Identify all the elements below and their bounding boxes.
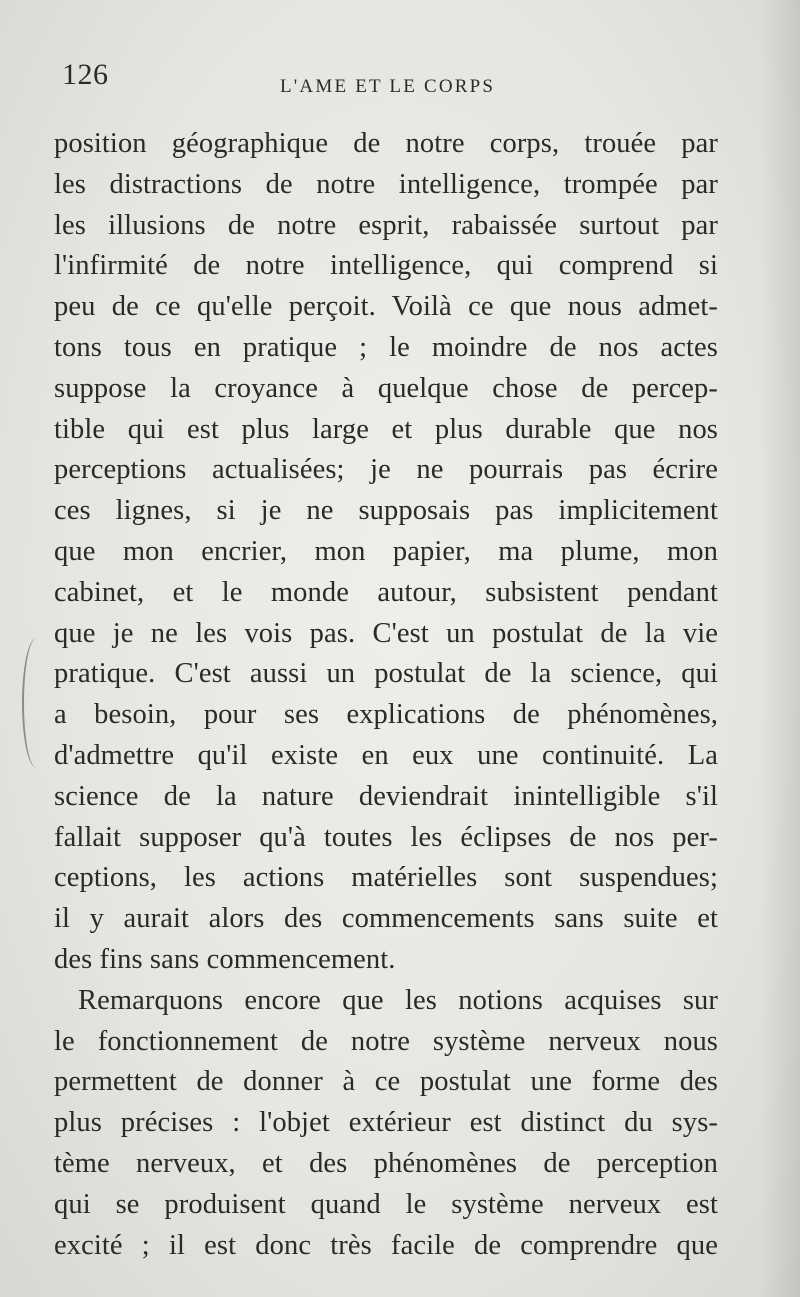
text-line: tème nerveux, et des phénomènes de perception — [54, 1147, 718, 1179]
text-line: plus précises : l'objet extérieur est distinct du sys- — [54, 1107, 718, 1139]
text-line: le fonctionnement de notre système nerveux nous — [54, 1025, 718, 1057]
text-line: ces lignes, si je ne supposais pas implicitement — [54, 495, 718, 527]
text-line: position géographique de notre corps, trouée par — [54, 128, 718, 159]
text-line: a besoin, pour ses explications de phénomènes, — [54, 699, 718, 731]
text-line: cabinet, et le monde autour, subsistent pendant — [54, 576, 718, 608]
text-line: tible qui est plus large et plus durable que nos — [54, 413, 718, 445]
text-line: fallait supposer qu'à toutes les éclipses de nos per- — [54, 821, 718, 853]
text-line: l'infirmité de notre intelligence, qui comprend si — [54, 250, 718, 282]
text-line: pratique. C'est aussi un postulat de la science, qui — [54, 658, 718, 690]
text-line: peu de ce qu'elle perçoit. Voilà ce que nous admet- — [54, 291, 718, 323]
text-line: que je ne les vois pas. C'est un postulat de la vie — [54, 617, 718, 649]
text-line: Remarquons encore que les notions acquises sur — [78, 984, 718, 1016]
paragraph-2 — [54, 981, 718, 1267]
text-line: perceptions actualisées; je ne pourrais pas écrire — [54, 454, 718, 486]
text-line: les distractions de notre intelligence, trompée par — [54, 168, 718, 200]
body-text — [54, 124, 718, 1266]
text-line: science de la nature deviendrait inintelligible s'il — [54, 780, 718, 812]
text-line: tons tous en pratique ; le moindre de nos actes — [54, 331, 718, 363]
page-header — [62, 58, 722, 102]
page-number: 126 — [62, 58, 109, 91]
text-line: il y aurait alors des commencements sans suite et — [54, 903, 718, 935]
running-head: L'AME ET LE CORPS — [280, 76, 496, 97]
text-line: ceptions, les actions matérielles sont suspendues; — [54, 862, 718, 894]
text-line: qui se produisent quand le système nerveux est — [54, 1188, 718, 1220]
text-line: suppose la croyance à quelque chose de percep- — [54, 372, 718, 404]
text-line: excité ; il est donc très facile de comprendre que — [54, 1229, 718, 1261]
text-line: les illusions de notre esprit, rabaissée surtout par — [54, 209, 718, 241]
text-line: des fins sans commencement. — [54, 943, 396, 975]
text-line: permettent de donner à ce postulat une forme des — [54, 1066, 718, 1098]
text-line: que mon encrier, mon papier, ma plume, mon — [54, 535, 718, 567]
page-edge-shadow — [760, 0, 800, 1297]
pencil-margin-mark — [22, 638, 46, 768]
text-line: d'admettre qu'il existe en eux une continuité. La — [54, 739, 718, 771]
paragraph-1 — [54, 124, 718, 981]
